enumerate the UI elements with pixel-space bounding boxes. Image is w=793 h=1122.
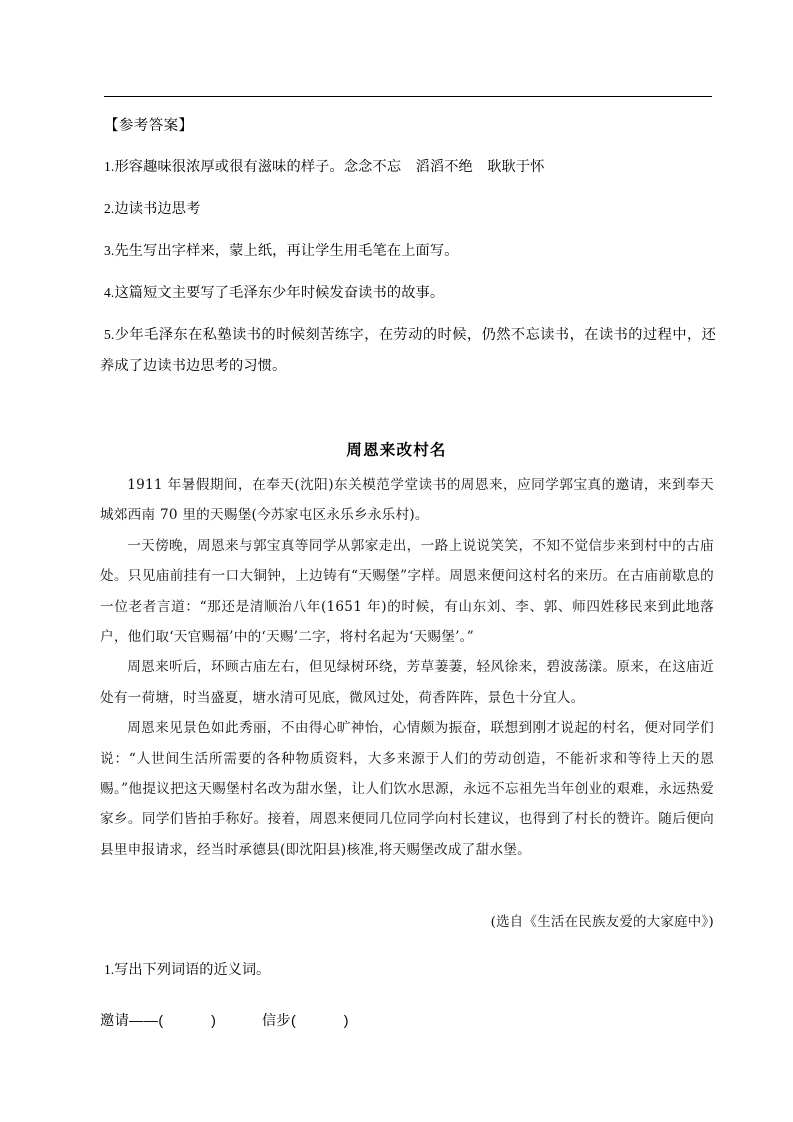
blank-word-label: 邀请—— [100, 1013, 159, 1029]
answer-item-number: 1. [104, 159, 115, 174]
answer-blank-field[interactable] [158, 1006, 215, 1037]
answer-item-text: 先生写出字样来，蒙上纸，再让学生用毛笔在上面写。 [114, 243, 459, 259]
answer-blanks-row [100, 1006, 714, 1037]
answer-item-number: 4. [104, 285, 115, 300]
blank-word-label: 信步 [261, 1013, 292, 1029]
question-prompt-text: 写出下列词语的近义词。 [114, 962, 271, 978]
answer-item [100, 193, 716, 225]
header-divider-rule [104, 96, 712, 97]
article-title: 周恩来改村名 [346, 442, 447, 459]
answer-item [100, 277, 716, 309]
answer-key-heading: 【参考答案】 [104, 118, 194, 134]
article-body [100, 470, 714, 865]
question-prompt-line [100, 954, 714, 986]
answer-item-text: 少年毛泽东在私塾读书的时候刻苦练字，在劳动的时候，仍然不忘读书，在读书的过程中，还养成了边读书边思考的习惯。 [100, 327, 716, 374]
answer-item-number: 5. [104, 327, 115, 342]
paren-open: ( [158, 1013, 164, 1029]
article-source-attribution: (选自《生活在民族友爱的大家庭中》) [490, 915, 714, 930]
exercise-question-section [100, 954, 714, 1037]
answer-item [100, 151, 716, 183]
answer-item-text: 形容趣味很浓厚或很有滋味的样子。念念不忘 滔滔不绝 耿耿于怀 [114, 159, 545, 175]
paren-close: ) [343, 1013, 349, 1029]
answer-item [100, 235, 716, 267]
answer-item-number: 2. [104, 201, 115, 216]
answer-item-text: 这篇短文主要写了毛泽东少年时候发奋读书的故事。 [114, 285, 445, 301]
article-paragraph: 周恩来听后，环顾古庙左右，但见绿树环绕，芳草萋萋，轻风徐来，碧波荡漾。原来，在这庙近处有一荷塘，时当盛夏，塘水清可见底，微风过处，荷香阵阵，景色十分宜人。 [100, 659, 714, 706]
question-number: 1. [104, 962, 115, 977]
paren-open: ( [291, 1013, 296, 1029]
answer-item [100, 319, 716, 382]
answer-item-number: 3. [104, 243, 115, 258]
article-paragraph: 周恩来见景色如此秀丽，不由得心旷神怡，心情颇为振奋，联想到刚才说起的村名，便对同学们说：“人世间生活所需要的各种物质资料，大多来源于人们的劳动创造，不能祈求和等待上天的恩赐。”他提议把这天赐堡村名改为甜水堡，让人们饮水思源，永远不忘祖先当年创业的艰难，永远热爱家乡。同学们皆拍手称好。接着，周恩来便同几位同学向村长建议，也得到了村长的赞许。随后便向县里申报请求，经当时承德县(即沈阳县)核准,将天赐堡改成了甜水堡。 [100, 720, 714, 858]
article-paragraph: 一天傍晚，周恩来与郭宝真等同学从郭家走出，一路上说说笑笑，不知不觉信步来到村中的古庙处。只见庙前挂有一口大铜钟，上边铸有“天赐堡”字样。周恩来便问这村名的来历。在古庙前歇息的一位老者言道：“那还是清顺治八年(1651 年)的时候，有山东刘、李、郭、师四姓移民来到此地落户，他们取‘天官赐福’中的‘天赐’二字，将村名起为‘天赐堡’。” [100, 537, 714, 646]
answer-blank-field[interactable] [291, 1006, 348, 1037]
answer-item-text: 边读书边思考 [114, 201, 201, 217]
paren-close: ) [211, 1013, 216, 1029]
answer-key-section [100, 114, 716, 392]
article-paragraph: 1911 年暑假期间，在奉天(沈阳)东关模范学堂读书的周恩来，应同学郭宝真的邀请，来到奉天城郊西南 70 里的天赐堡(今苏家屯区永乐乡永乐村)。 [100, 477, 714, 524]
